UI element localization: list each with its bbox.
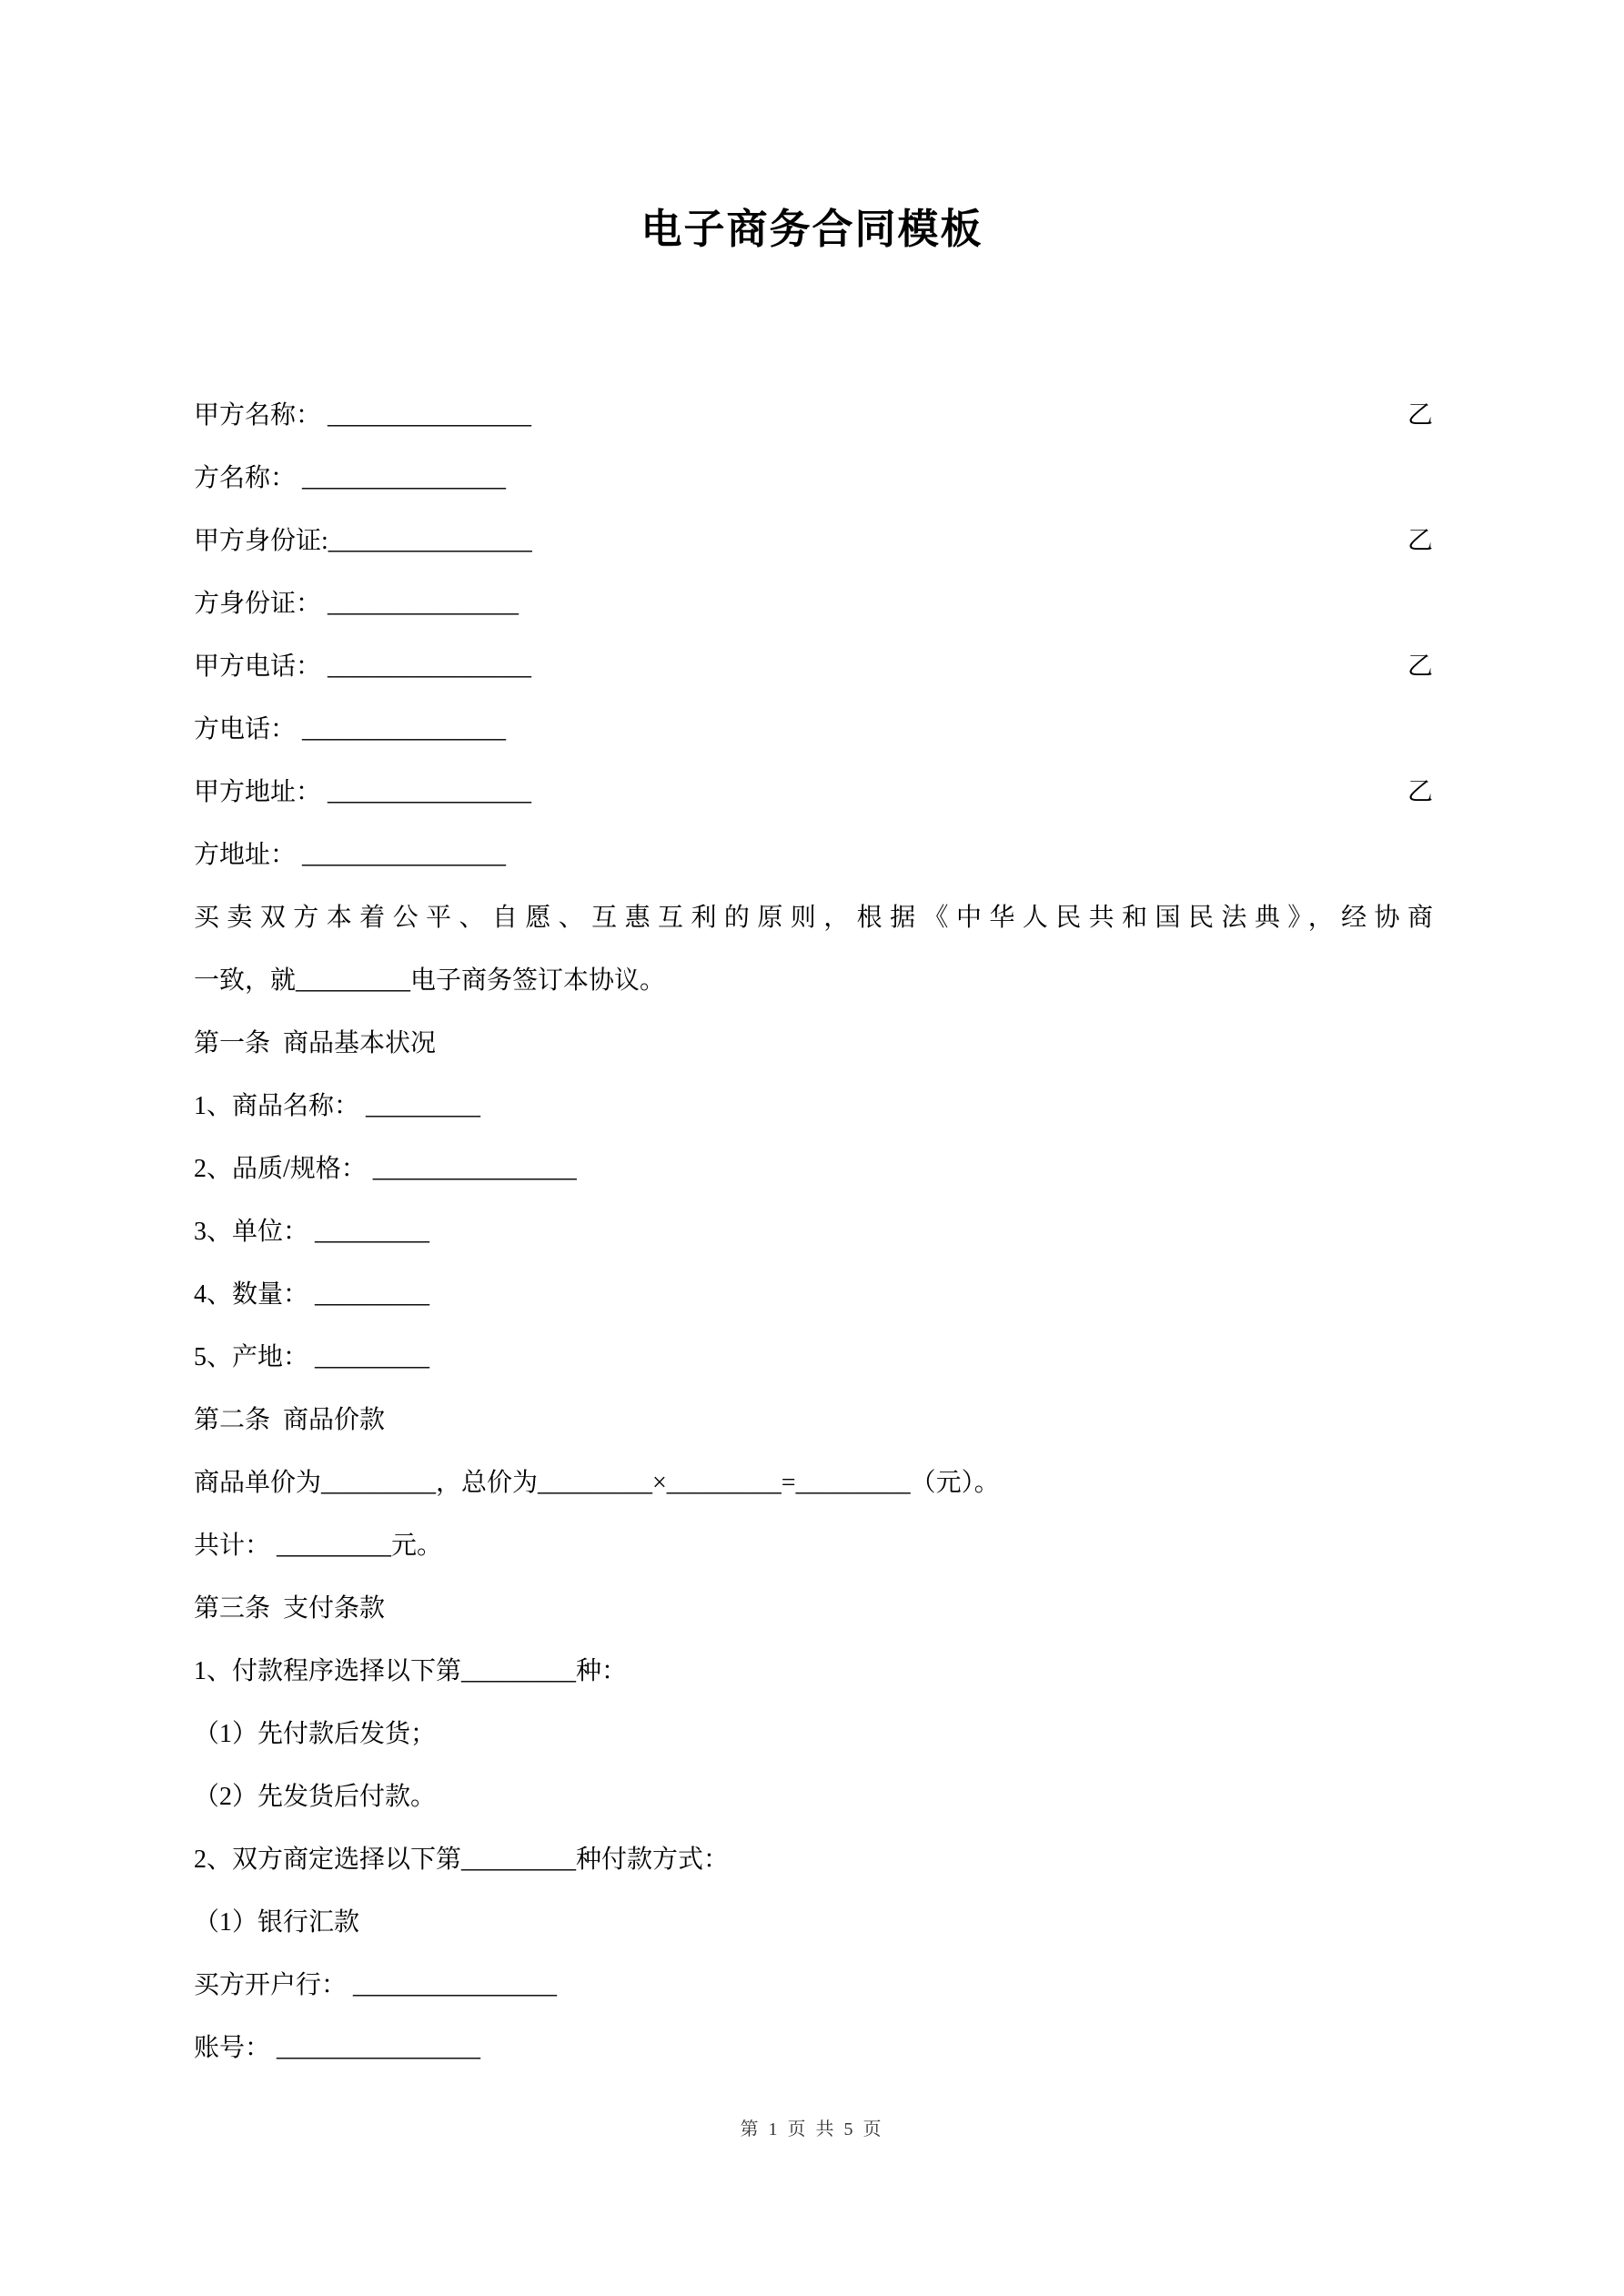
paragraph-line (194, 1326, 1433, 1389)
line-text: （2）先发货后付款。 (194, 1783, 437, 1811)
line-text: （1）先付款后发货； (194, 1720, 437, 1748)
line-text: 1、付款程序选择以下第_________种： (194, 1657, 628, 1685)
line-text: 方名称： ________________ (194, 464, 507, 492)
paragraph-line (194, 698, 1433, 761)
document-title: 电子商务合同模板 (641, 207, 983, 252)
line-text: 方地址： ________________ (194, 841, 507, 869)
line-text: 1、商品名称： _________ (194, 1092, 481, 1120)
line-text: 商品单价为_________，总价为_________×_________=_________（元）。 (194, 1469, 1000, 1497)
paragraph-line (194, 384, 1433, 447)
line-right-text: 乙 (1407, 527, 1433, 555)
paragraph-line (194, 2017, 1433, 2079)
line-text: 3、单位： _________ (194, 1218, 430, 1246)
paragraph-line (194, 1138, 1433, 1200)
line-text: 4、数量： _________ (194, 1280, 430, 1309)
line-text: 第二条 商品价款 (194, 1406, 386, 1434)
paragraph-line (194, 1765, 1433, 1828)
line-text: 方身份证： _______________ (194, 590, 519, 618)
paragraph-line (194, 1828, 1433, 1891)
line-text: 5、产地： _________ (194, 1343, 430, 1371)
paragraph-line (194, 886, 1433, 949)
line-right-text: 乙 (1407, 652, 1433, 681)
paragraph-line (194, 447, 1433, 510)
paragraph-line (194, 1389, 1433, 1451)
line-text: 甲方名称： ________________ (194, 401, 532, 430)
line-text: 账号： ________________ (194, 2034, 481, 2062)
paragraph-line (194, 510, 1433, 572)
line-text: 买卖双方本着公平、自愿、互惠互利的原则，根据《中华人民共和国民法典》，经协商 (194, 904, 1433, 932)
line-text: （1）银行汇款 (194, 1908, 360, 1937)
paragraph-line (194, 1263, 1433, 1326)
document-body (0, 253, 1624, 2079)
line-text: 2、品质/规格： ________________ (194, 1155, 577, 1183)
line-text: 第三条 支付条款 (194, 1594, 386, 1623)
paragraph-line (194, 761, 1433, 824)
paragraph-line (194, 949, 1433, 1012)
paragraph-line (194, 1703, 1433, 1765)
line-right-text: 乙 (1407, 401, 1433, 430)
paragraph-line (194, 1577, 1433, 1640)
line-text: 2、双方商定选择以下第_________种付款方式： (194, 1846, 730, 1874)
line-right-text: 乙 (1407, 778, 1433, 806)
paragraph-line (194, 1891, 1433, 1954)
paragraph-line (194, 572, 1433, 635)
line-text: 第一条 商品基本状况 (194, 1029, 437, 1057)
line-text: 一致，就_________电子商务签订本协议。 (194, 966, 666, 995)
line-text: 买方开户行： ________________ (194, 1971, 558, 1999)
paragraph-line (194, 635, 1433, 698)
paragraph-line (194, 1075, 1433, 1138)
line-text: 甲方身份证:________________ (194, 527, 532, 555)
paragraph-line (194, 1012, 1433, 1075)
paragraph-line (194, 1200, 1433, 1263)
paragraph-line (194, 1954, 1433, 2017)
line-text: 甲方地址： ________________ (194, 778, 532, 806)
line-text: 甲方电话： ________________ (194, 652, 532, 681)
page-footer: 第 1 页 共 5 页 (740, 2119, 884, 2139)
paragraph-line (194, 1514, 1433, 1577)
line-text: 方电话： ________________ (194, 715, 507, 743)
paragraph-line (194, 1451, 1433, 1514)
paragraph-line (194, 824, 1433, 886)
line-text: 共计： _________元。 (194, 1532, 443, 1560)
paragraph-line (194, 1640, 1433, 1703)
